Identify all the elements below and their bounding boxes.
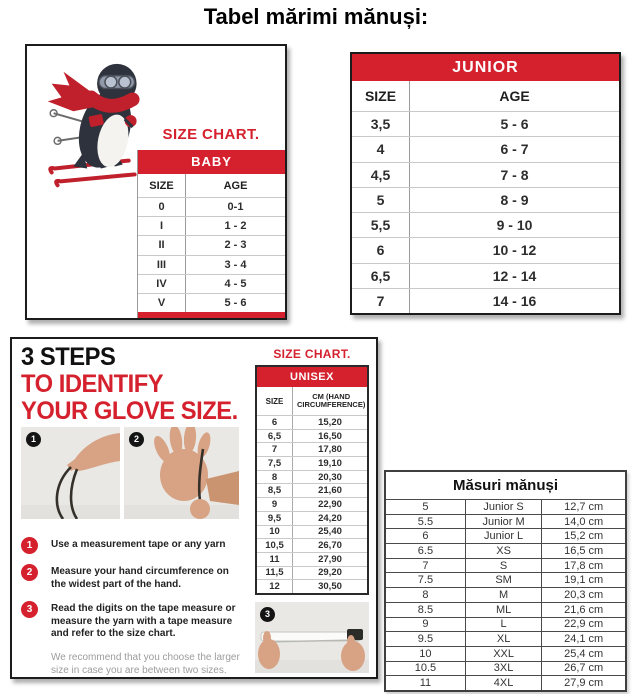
table-cell: 12 bbox=[257, 580, 293, 593]
table-row bbox=[352, 237, 619, 262]
junior-size-chart-panel bbox=[350, 52, 621, 315]
table-cell: 29,20 bbox=[318, 567, 342, 579]
table-row bbox=[386, 661, 625, 676]
table-cell: Junior L bbox=[465, 529, 541, 543]
step-number-1: 1 bbox=[21, 537, 38, 554]
table-cell: 9 - 10 bbox=[496, 217, 533, 234]
column-header-size: SIZE bbox=[138, 174, 186, 197]
baby-table-footer-bar bbox=[138, 312, 285, 318]
table-row bbox=[386, 572, 625, 587]
unisex-table-header bbox=[257, 387, 367, 415]
column-header-size: SIZE bbox=[352, 81, 410, 111]
table-cell: 10.5 bbox=[414, 662, 437, 675]
table-row bbox=[257, 442, 367, 456]
table-cell: 4 - 5 bbox=[224, 277, 247, 290]
table-cell: 20,3 cm bbox=[541, 588, 625, 602]
table-row bbox=[352, 136, 619, 161]
measurements-table-title: Măsuri mănuși bbox=[452, 477, 559, 494]
table-row bbox=[386, 631, 625, 646]
steps-heading-line1: 3 STEPS bbox=[21, 343, 116, 371]
table-row bbox=[352, 111, 619, 136]
table-row bbox=[386, 558, 625, 573]
table-cell: S bbox=[465, 559, 541, 573]
table-cell: 26,70 bbox=[318, 540, 342, 552]
table-cell: 5 bbox=[352, 188, 410, 212]
step-number-3: 3 bbox=[21, 601, 38, 618]
table-cell: 3 - 4 bbox=[224, 258, 247, 271]
table-cell: 12,7 cm bbox=[541, 500, 625, 514]
table-cell: I bbox=[138, 217, 186, 235]
table-cell: 2 - 3 bbox=[224, 239, 247, 252]
table-cell: 3,5 bbox=[352, 112, 410, 136]
table-cell: 20,30 bbox=[318, 471, 342, 483]
step-text-2: Measure your hand circumference on the widest part of the hand. bbox=[51, 566, 229, 590]
baby-table bbox=[137, 150, 285, 318]
table-row bbox=[257, 566, 367, 580]
table-row bbox=[386, 646, 625, 661]
unisex-table bbox=[255, 365, 369, 595]
table-cell: 15,20 bbox=[318, 416, 342, 428]
table-cell: 6,5 bbox=[257, 430, 293, 443]
unisex-table-title: UNISEX bbox=[257, 367, 367, 387]
table-cell: 22,90 bbox=[318, 498, 342, 510]
table-cell: 4,5 bbox=[352, 163, 410, 187]
table-row bbox=[257, 511, 367, 525]
table-cell: 3XL bbox=[465, 662, 541, 676]
table-row bbox=[257, 415, 367, 429]
table-cell: M bbox=[465, 588, 541, 602]
table-cell: 0-1 bbox=[227, 201, 244, 214]
table-cell: 1 - 2 bbox=[224, 220, 247, 233]
table-cell: 27,90 bbox=[318, 553, 342, 565]
table-cell: 22,9 cm bbox=[541, 618, 625, 632]
table-cell: 9 bbox=[257, 498, 293, 511]
table-cell: 10 bbox=[419, 647, 432, 660]
table-cell: 17,8 cm bbox=[541, 559, 625, 573]
glove-measurements-table bbox=[384, 470, 627, 692]
size-chart-label: SIZE CHART. bbox=[273, 347, 351, 361]
step-item-2 bbox=[21, 564, 251, 591]
table-cell: 5 bbox=[422, 500, 429, 513]
table-row bbox=[352, 263, 619, 288]
table-cell: 6 bbox=[422, 530, 429, 543]
table-cell: 19,1 cm bbox=[541, 573, 625, 587]
table-cell: 11 bbox=[257, 553, 293, 566]
column-header-age: AGE bbox=[223, 179, 248, 192]
table-cell: XS bbox=[465, 544, 541, 558]
steps-heading-line3: YOUR GLOVE SIZE. bbox=[21, 397, 238, 425]
table-row bbox=[352, 187, 619, 212]
table-row bbox=[257, 456, 367, 470]
table-row bbox=[138, 274, 285, 293]
step-text-3: Read the digits on the tape measure or measure the yarn with a tape measure and refer to the size chart. bbox=[51, 603, 236, 639]
table-cell: XL bbox=[465, 632, 541, 646]
table-row bbox=[257, 497, 367, 511]
photo-badge-3: 3 bbox=[260, 607, 275, 622]
table-row bbox=[257, 470, 367, 484]
table-cell: 4 bbox=[352, 137, 410, 161]
table-cell: 12 - 14 bbox=[492, 267, 537, 284]
table-row bbox=[352, 212, 619, 237]
steps-heading-line2: TO IDENTIFY bbox=[21, 370, 164, 398]
table-row bbox=[138, 255, 285, 274]
baby-table-title: BABY bbox=[138, 150, 285, 174]
photo-step-3-tape bbox=[255, 602, 369, 673]
table-row bbox=[257, 552, 367, 566]
table-cell: 14,0 cm bbox=[541, 515, 625, 529]
table-cell: 14 - 16 bbox=[492, 292, 537, 309]
step-number-2: 2 bbox=[21, 564, 38, 581]
table-cell: 4XL bbox=[465, 676, 541, 690]
table-cell: 5,5 bbox=[352, 213, 410, 237]
table-cell: 8 bbox=[257, 471, 293, 484]
table-cell: 15,2 cm bbox=[541, 529, 625, 543]
table-cell: 6 bbox=[257, 416, 293, 429]
table-cell: 5 - 6 bbox=[500, 116, 529, 133]
table-cell: 8 - 9 bbox=[500, 191, 529, 208]
table-cell: IV bbox=[138, 275, 186, 293]
table-row bbox=[386, 528, 625, 543]
table-cell: 10 - 12 bbox=[492, 242, 537, 259]
table-row bbox=[386, 499, 625, 514]
table-cell: 16,50 bbox=[318, 430, 342, 442]
page-title: Tabel mărimi mănuși: bbox=[203, 4, 429, 29]
measurements-table-rows bbox=[386, 499, 625, 690]
table-row bbox=[257, 525, 367, 539]
table-cell: III bbox=[138, 256, 186, 274]
table-cell: 7 bbox=[352, 289, 410, 313]
table-cell: L bbox=[465, 618, 541, 632]
table-cell: 7.5 bbox=[417, 574, 434, 587]
table-cell: 11 bbox=[419, 677, 432, 690]
photo-badge-1: 1 bbox=[26, 432, 41, 447]
table-cell: Junior M bbox=[465, 515, 541, 529]
table-cell: XXL bbox=[465, 647, 541, 661]
table-cell: 6.5 bbox=[417, 544, 434, 557]
baby-table-rows bbox=[138, 197, 285, 312]
steps-heading bbox=[21, 344, 238, 425]
recommendation-note: We recommend that you choose the larger size in case you are between two sizes. bbox=[51, 651, 240, 676]
photo-badge-2: 2 bbox=[129, 432, 144, 447]
table-cell: 24,20 bbox=[318, 512, 342, 524]
column-header-size: SIZE bbox=[257, 387, 293, 415]
table-row bbox=[257, 483, 367, 497]
table-cell: 8.5 bbox=[417, 603, 434, 616]
table-cell: 9 bbox=[422, 618, 429, 631]
table-cell: 5.5 bbox=[417, 515, 434, 528]
column-header-age: AGE bbox=[499, 88, 530, 104]
table-row bbox=[138, 197, 285, 216]
table-cell: 21,60 bbox=[318, 485, 342, 497]
table-cell: 6,5 bbox=[352, 264, 410, 288]
table-cell: 10 bbox=[257, 526, 293, 539]
table-cell: 30,50 bbox=[318, 581, 342, 593]
table-cell: 0 bbox=[138, 198, 186, 216]
baby-table-header bbox=[138, 174, 285, 197]
table-row bbox=[257, 538, 367, 552]
photo-step-2-palm bbox=[124, 427, 239, 519]
table-cell: 11,5 bbox=[257, 567, 293, 580]
unisex-table-rows bbox=[257, 415, 367, 593]
table-cell: 24,1 cm bbox=[541, 632, 625, 646]
table-cell: 7 bbox=[422, 559, 429, 572]
table-cell: SM bbox=[465, 573, 541, 587]
table-cell: 26,7 cm bbox=[541, 662, 625, 676]
table-cell: 19,10 bbox=[318, 457, 342, 469]
table-cell: Junior S bbox=[465, 500, 541, 514]
table-row bbox=[352, 288, 619, 313]
table-row bbox=[386, 543, 625, 558]
table-row bbox=[257, 579, 367, 593]
table-cell: II bbox=[138, 236, 186, 254]
table-row bbox=[138, 216, 285, 235]
baby-size-chart-panel bbox=[25, 44, 287, 320]
junior-table-title: JUNIOR bbox=[352, 54, 619, 81]
size-chart-label: SIZE CHART. bbox=[162, 126, 260, 143]
table-cell: V bbox=[138, 294, 186, 312]
table-row bbox=[352, 162, 619, 187]
table-cell: 6 bbox=[352, 238, 410, 262]
junior-table-header bbox=[352, 81, 619, 111]
table-row bbox=[386, 514, 625, 529]
table-cell: 9,5 bbox=[257, 512, 293, 525]
table-row bbox=[386, 602, 625, 617]
table-cell: 6 - 7 bbox=[500, 141, 529, 158]
photo-step-1-yarn bbox=[21, 427, 120, 519]
table-cell: 10,5 bbox=[257, 539, 293, 552]
step-item-3 bbox=[21, 601, 251, 641]
table-cell: 8,5 bbox=[257, 484, 293, 497]
table-row bbox=[386, 587, 625, 602]
step-text-1: Use a measurement tape or any yarn bbox=[51, 539, 226, 550]
step-item-1 bbox=[21, 537, 251, 554]
table-cell: 7,5 bbox=[257, 457, 293, 470]
table-row bbox=[386, 675, 625, 690]
table-cell: 27,9 cm bbox=[541, 676, 625, 690]
table-row bbox=[257, 429, 367, 443]
table-row bbox=[138, 235, 285, 254]
table-cell: 25,40 bbox=[318, 526, 342, 538]
table-cell: 25,4 cm bbox=[541, 647, 625, 661]
column-header-cm: CM (HAND CIRCUMFERENCE) bbox=[297, 391, 366, 409]
table-cell: ML bbox=[465, 603, 541, 617]
table-cell: 7 - 8 bbox=[500, 166, 529, 183]
table-cell: 8 bbox=[422, 588, 429, 601]
three-steps-panel bbox=[10, 337, 378, 679]
table-cell: 7 bbox=[257, 443, 293, 456]
table-row bbox=[138, 293, 285, 312]
table-cell: 21,6 cm bbox=[541, 603, 625, 617]
table-row bbox=[386, 617, 625, 632]
steps-list bbox=[21, 537, 251, 677]
table-cell: 5 - 6 bbox=[224, 296, 247, 309]
table-cell: 17,80 bbox=[318, 444, 342, 456]
junior-table-rows bbox=[352, 111, 619, 313]
table-cell: 9.5 bbox=[417, 633, 434, 646]
table-cell: 16,5 cm bbox=[541, 544, 625, 558]
